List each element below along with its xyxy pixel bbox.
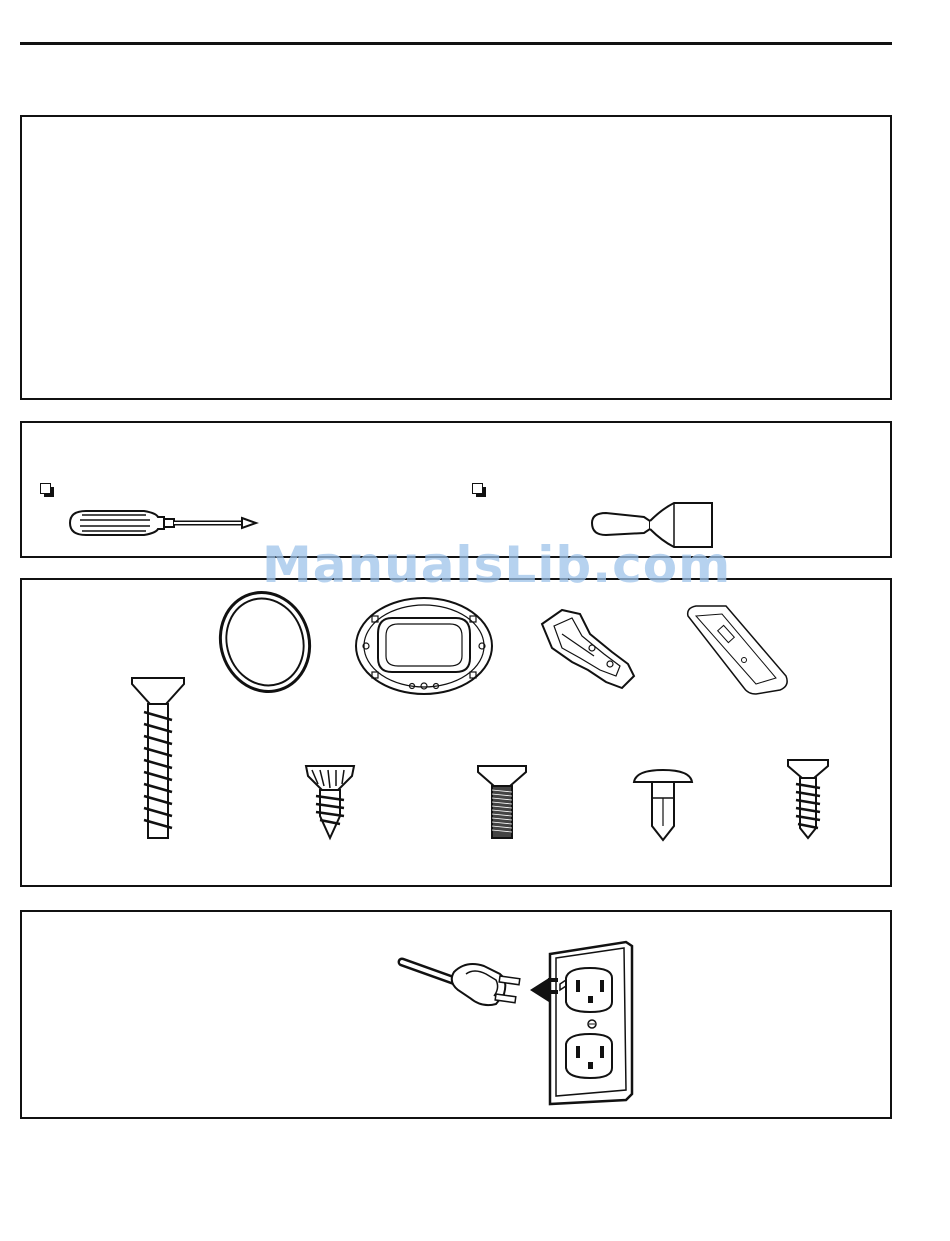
door-hinge-icon bbox=[532, 604, 642, 696]
plastic-rivet-icon bbox=[632, 768, 694, 842]
content-panel bbox=[20, 115, 892, 400]
tool-checkbox-1[interactable] bbox=[40, 483, 51, 494]
watermark: ManualsLib.com bbox=[262, 536, 732, 594]
top-rule bbox=[20, 42, 892, 45]
short-flat-head-screw-icon bbox=[786, 758, 830, 842]
door-gasket-ring-icon bbox=[212, 590, 322, 700]
tapping-screw-icon bbox=[304, 764, 356, 842]
door-frame-ring-icon bbox=[352, 594, 496, 698]
phillips-screwdriver-icon bbox=[66, 503, 266, 543]
power-panel bbox=[20, 910, 892, 1119]
long-flat-head-screw-icon bbox=[130, 676, 186, 842]
machine-screw-icon bbox=[476, 764, 528, 842]
tool-checkbox-2[interactable] bbox=[472, 483, 483, 494]
wall-outlet-icon bbox=[546, 940, 634, 1106]
door-strike-plate-icon bbox=[682, 602, 792, 698]
parts-panel bbox=[20, 578, 892, 887]
power-plug-icon bbox=[400, 946, 570, 1026]
